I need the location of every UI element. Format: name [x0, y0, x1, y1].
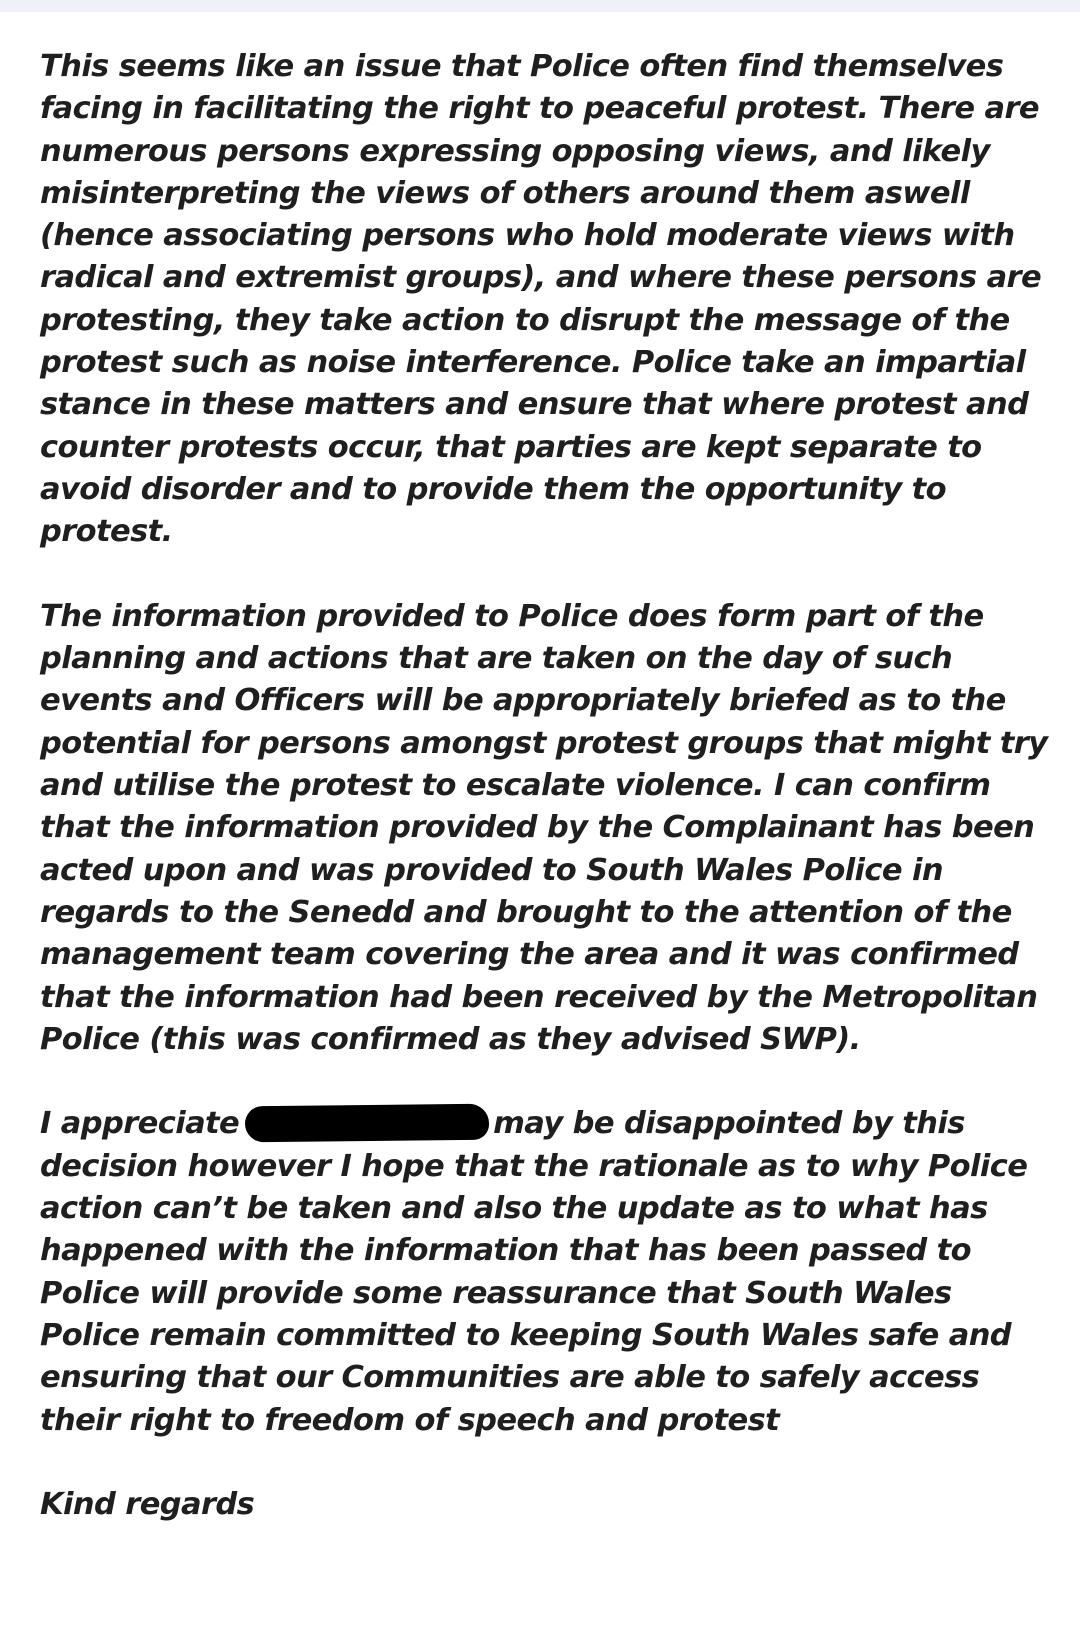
text-line-with-redaction: [40, 1103, 1050, 1145]
text-fragment: may be disappointed by this: [493, 1106, 965, 1142]
text-line: Police (this was confirmed as they advised SWP).: [40, 1021, 861, 1057]
text-line: planning and actions that are taken on the day of such: [40, 641, 953, 677]
text-line: protesting, they take action to disrupt the message of the: [40, 302, 1010, 338]
text-line: protest.: [40, 514, 173, 550]
text-line: misinterpreting the views of others around them aswell: [40, 175, 970, 211]
text-line: action can’t be taken and also the update as to what has: [40, 1191, 988, 1227]
text-line: management team covering the area and it was confirmed: [40, 937, 1019, 973]
text-line: The information provided to Police does form part of the: [40, 598, 984, 634]
text-line: (hence associating persons who hold moderate views with: [40, 218, 1015, 254]
text-line: avoid disorder and to provide them the opportunity to: [40, 471, 947, 507]
text-line: regards to the Senedd and brought to the attention of the: [40, 894, 1012, 930]
paragraph-1: [40, 46, 1050, 554]
closing-line: [40, 1484, 1050, 1526]
text-line: events and Officers will be appropriately briefed as to the: [40, 683, 1006, 719]
text-line: that the information had been received by the Metropolitan: [40, 979, 1038, 1015]
text-line: their right to freedom of speech and protest: [40, 1402, 780, 1438]
text-line: that the information provided by the Complainant has been: [40, 810, 1035, 846]
letter-body: [40, 46, 1050, 1526]
text-line: Police remain committed to keeping South Wales safe and: [40, 1317, 1012, 1353]
text-line: and utilise the protest to escalate violence. I can confirm: [40, 768, 991, 804]
text-line: counter protests occur, that parties are kept separate to: [40, 429, 982, 465]
text-line: stance in these matters and ensure that where protest and: [40, 387, 1029, 423]
text-line: This seems like an issue that Police often find themselves: [40, 49, 1004, 84]
text-line: acted upon and was provided to South Wales Police in: [40, 852, 943, 888]
text-line: happened with the information that has been passed to: [40, 1233, 972, 1269]
text-line: numerous persons expressing opposing views, and likely: [40, 133, 990, 169]
text-fragment: I appreciate: [40, 1106, 240, 1142]
text-line: ensuring that our Communities are able to safely access: [40, 1360, 980, 1396]
top-edge-strip: [0, 0, 1080, 12]
text-line: radical and extremist groups), and where these persons are: [40, 260, 1042, 296]
text-line: facing in facilitating the right to peaceful protest. There are: [40, 91, 1039, 127]
paragraph-2: [40, 596, 1050, 1061]
sign-off: Kind regards: [40, 1487, 255, 1523]
text-line: potential for persons amongst protest groups that might try: [40, 725, 1048, 761]
paragraph-3: [40, 1103, 1050, 1441]
text-line: Police will provide some reassurance that South Wales: [40, 1275, 952, 1311]
text-line: protest such as noise interference. Police take an impartial: [40, 345, 1026, 381]
text-line: decision however I hope that the rationale as to why Police: [40, 1148, 1028, 1184]
redaction-mark: [245, 1104, 489, 1143]
